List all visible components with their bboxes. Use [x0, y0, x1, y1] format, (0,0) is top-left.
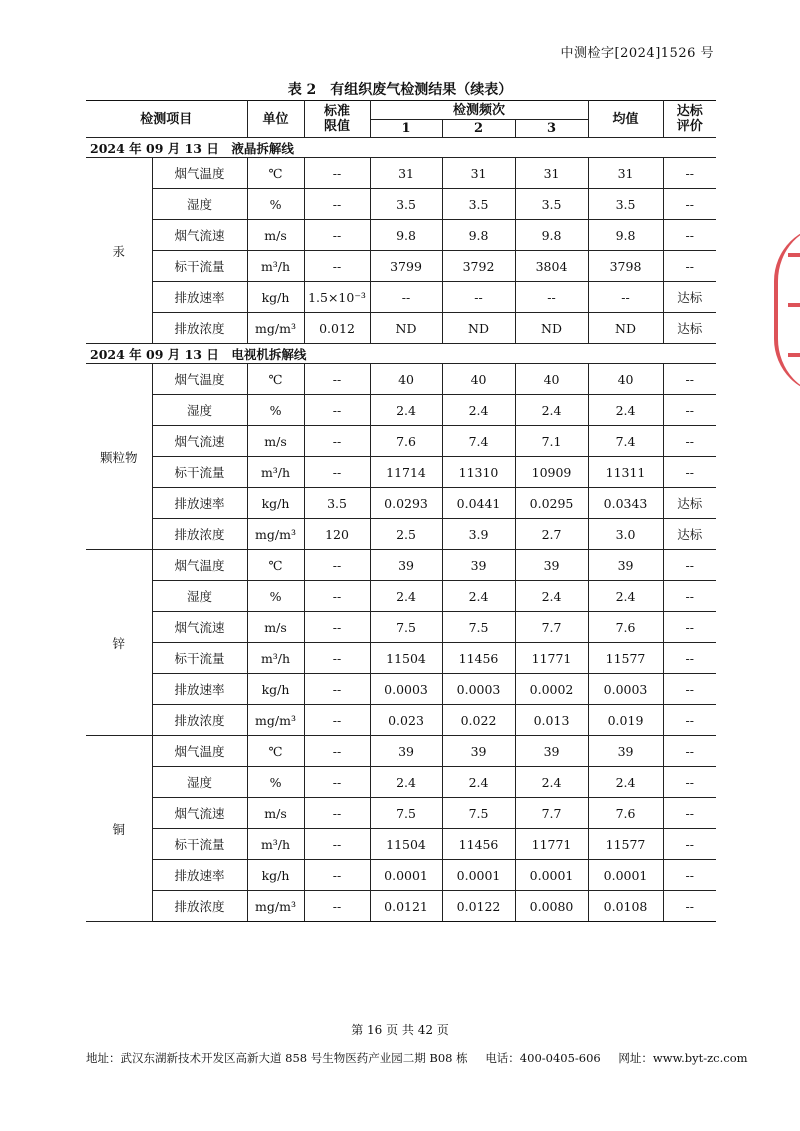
- average-cell: 0.0001: [588, 860, 663, 891]
- table-row: [86, 798, 716, 829]
- header-average: 均值: [588, 101, 663, 138]
- limit-cell: 120: [304, 519, 370, 550]
- header-item: 检测项目: [86, 101, 247, 138]
- limit-cell: --: [304, 581, 370, 612]
- run-2-cell: 7.4: [442, 426, 515, 457]
- footer-phone: 电话：400-0405-606: [485, 1051, 601, 1065]
- run-2-cell: 2.4: [442, 581, 515, 612]
- parameter-cell: 湿度: [152, 395, 247, 426]
- run-2-cell: 2.4: [442, 395, 515, 426]
- run-3-cell: 0.013: [515, 705, 588, 736]
- parameter-cell: 标干流量: [152, 643, 247, 674]
- table-row: [86, 612, 716, 643]
- table-row: [86, 158, 716, 189]
- table-title: 表 2 有组织废气检测结果（续表）: [287, 82, 513, 98]
- run-2-cell: 2.4: [442, 767, 515, 798]
- run-1-cell: 40: [370, 364, 442, 395]
- unit-cell: m/s: [247, 220, 304, 251]
- run-1-cell: 2.4: [370, 581, 442, 612]
- footer-website: 网址：www.byt-zc.com: [618, 1051, 748, 1065]
- unit-cell: %: [247, 189, 304, 220]
- average-cell: --: [588, 282, 663, 313]
- section-title: 2024 年 09 月 13 日 液晶拆解线: [86, 138, 716, 158]
- unit-cell: m³/h: [247, 457, 304, 488]
- unit-cell: ℃: [247, 736, 304, 767]
- parameter-cell: 排放速率: [152, 488, 247, 519]
- evaluation-cell: --: [663, 860, 716, 891]
- unit-cell: ℃: [247, 550, 304, 581]
- average-cell: 3798: [588, 251, 663, 282]
- limit-cell: --: [304, 364, 370, 395]
- run-1-cell: 3.5: [370, 189, 442, 220]
- run-3-cell: 7.7: [515, 798, 588, 829]
- limit-cell: --: [304, 220, 370, 251]
- table-row: [86, 674, 716, 705]
- run-2-cell: --: [442, 282, 515, 313]
- parameter-cell: 烟气流速: [152, 426, 247, 457]
- evaluation-cell: --: [663, 891, 716, 922]
- limit-cell: --: [304, 736, 370, 767]
- evaluation-cell: 达标: [663, 519, 716, 550]
- limit-cell: --: [304, 643, 370, 674]
- run-3-cell: 31: [515, 158, 588, 189]
- run-3-cell: ND: [515, 313, 588, 344]
- limit-cell: --: [304, 891, 370, 922]
- parameter-cell: 湿度: [152, 189, 247, 220]
- run-3-cell: 0.0295: [515, 488, 588, 519]
- run-2-cell: 40: [442, 364, 515, 395]
- unit-cell: mg/m³: [247, 519, 304, 550]
- header-frequency-1: 1: [370, 120, 442, 138]
- unit-cell: m³/h: [247, 829, 304, 860]
- limit-cell: 0.012: [304, 313, 370, 344]
- run-3-cell: 0.0002: [515, 674, 588, 705]
- run-2-cell: ND: [442, 313, 515, 344]
- run-3-cell: 39: [515, 736, 588, 767]
- parameter-cell: 排放速率: [152, 674, 247, 705]
- run-2-cell: 0.0003: [442, 674, 515, 705]
- evaluation-cell: 达标: [663, 313, 716, 344]
- table-row: [86, 364, 716, 395]
- parameter-cell: 标干流量: [152, 251, 247, 282]
- limit-cell: --: [304, 705, 370, 736]
- run-3-cell: 2.7: [515, 519, 588, 550]
- table-row: [86, 395, 716, 426]
- average-cell: 7.4: [588, 426, 663, 457]
- unit-cell: kg/h: [247, 674, 304, 705]
- unit-cell: m³/h: [247, 643, 304, 674]
- run-1-cell: 2.5: [370, 519, 442, 550]
- evaluation-cell: --: [663, 705, 716, 736]
- unit-cell: mg/m³: [247, 705, 304, 736]
- run-1-cell: --: [370, 282, 442, 313]
- table-row: [86, 891, 716, 922]
- parameter-cell: 烟气流速: [152, 612, 247, 643]
- run-1-cell: 2.4: [370, 767, 442, 798]
- table-row: [86, 313, 716, 344]
- unit-cell: mg/m³: [247, 891, 304, 922]
- table-row: [86, 282, 716, 313]
- limit-cell: --: [304, 829, 370, 860]
- limit-cell: --: [304, 612, 370, 643]
- evaluation-cell: 达标: [663, 488, 716, 519]
- table-row: [86, 829, 716, 860]
- run-1-cell: 0.0121: [370, 891, 442, 922]
- average-cell: 31: [588, 158, 663, 189]
- evaluation-cell: --: [663, 736, 716, 767]
- section-row: [86, 138, 716, 158]
- run-2-cell: 7.5: [442, 798, 515, 829]
- run-1-cell: 0.0293: [370, 488, 442, 519]
- table-row: [86, 705, 716, 736]
- run-2-cell: 39: [442, 550, 515, 581]
- average-cell: 11311: [588, 457, 663, 488]
- unit-cell: ℃: [247, 364, 304, 395]
- unit-cell: m³/h: [247, 251, 304, 282]
- average-cell: 39: [588, 550, 663, 581]
- evaluation-cell: 达标: [663, 282, 716, 313]
- limit-cell: --: [304, 860, 370, 891]
- unit-cell: %: [247, 767, 304, 798]
- run-1-cell: 11504: [370, 829, 442, 860]
- pollutant-cell: 汞: [86, 158, 152, 344]
- evaluation-cell: --: [663, 220, 716, 251]
- parameter-cell: 湿度: [152, 581, 247, 612]
- header-evaluation: 达标 评价: [663, 101, 716, 138]
- header-unit: 单位: [247, 101, 304, 138]
- run-1-cell: 2.4: [370, 395, 442, 426]
- run-1-cell: 39: [370, 736, 442, 767]
- run-2-cell: 3.5: [442, 189, 515, 220]
- limit-cell: --: [304, 798, 370, 829]
- limit-cell: --: [304, 251, 370, 282]
- run-2-cell: 7.5: [442, 612, 515, 643]
- header-frequency-3: 3: [515, 120, 588, 138]
- table-row: [86, 426, 716, 457]
- average-cell: 7.6: [588, 798, 663, 829]
- run-3-cell: 0.0080: [515, 891, 588, 922]
- evaluation-cell: --: [663, 612, 716, 643]
- average-cell: 40: [588, 364, 663, 395]
- limit-cell: --: [304, 395, 370, 426]
- table-row: [86, 860, 716, 891]
- page-number: 第 16 页 共 42 页: [351, 1023, 449, 1037]
- run-3-cell: 3.5: [515, 189, 588, 220]
- run-2-cell: 0.0122: [442, 891, 515, 922]
- evaluation-cell: --: [663, 550, 716, 581]
- evaluation-cell: --: [663, 364, 716, 395]
- run-2-cell: 31: [442, 158, 515, 189]
- table-row: [86, 519, 716, 550]
- run-1-cell: ND: [370, 313, 442, 344]
- header-frequency: 检测频次: [370, 101, 588, 120]
- limit-cell: --: [304, 674, 370, 705]
- run-2-cell: 39: [442, 736, 515, 767]
- run-3-cell: 7.7: [515, 612, 588, 643]
- run-1-cell: 7.5: [370, 798, 442, 829]
- unit-cell: mg/m³: [247, 313, 304, 344]
- run-2-cell: 0.022: [442, 705, 515, 736]
- average-cell: 0.019: [588, 705, 663, 736]
- average-cell: 39: [588, 736, 663, 767]
- limit-cell: --: [304, 550, 370, 581]
- evaluation-cell: --: [663, 674, 716, 705]
- header-frequency-2: 2: [442, 120, 515, 138]
- section-title: 2024 年 09 月 13 日 电视机拆解线: [86, 344, 716, 364]
- evaluation-cell: --: [663, 829, 716, 860]
- table-body: [86, 138, 716, 922]
- run-3-cell: 11771: [515, 643, 588, 674]
- average-cell: 9.8: [588, 220, 663, 251]
- limit-cell: --: [304, 426, 370, 457]
- limit-cell: --: [304, 158, 370, 189]
- run-3-cell: 9.8: [515, 220, 588, 251]
- table-row: [86, 581, 716, 612]
- run-3-cell: 7.1: [515, 426, 588, 457]
- unit-cell: m/s: [247, 426, 304, 457]
- parameter-cell: 标干流量: [152, 457, 247, 488]
- evaluation-cell: --: [663, 643, 716, 674]
- parameter-cell: 排放浓度: [152, 313, 247, 344]
- run-1-cell: 3799: [370, 251, 442, 282]
- parameter-cell: 排放速率: [152, 860, 247, 891]
- run-3-cell: 11771: [515, 829, 588, 860]
- header-limit: 标准 限值: [304, 101, 370, 138]
- evaluation-cell: --: [663, 581, 716, 612]
- table-row: [86, 457, 716, 488]
- limit-cell: 3.5: [304, 488, 370, 519]
- run-2-cell: 11310: [442, 457, 515, 488]
- run-3-cell: 10909: [515, 457, 588, 488]
- parameter-cell: 排放浓度: [152, 705, 247, 736]
- footer-address: 地址：武汉东湖新技术开发区高新大道 858 号生物医药产业园二期 B08 栋: [86, 1051, 468, 1065]
- evaluation-cell: --: [663, 426, 716, 457]
- unit-cell: kg/h: [247, 282, 304, 313]
- average-cell: 11577: [588, 643, 663, 674]
- evaluation-cell: --: [663, 457, 716, 488]
- parameter-cell: 烟气流速: [152, 798, 247, 829]
- evaluation-cell: --: [663, 189, 716, 220]
- average-cell: ND: [588, 313, 663, 344]
- table-row: [86, 189, 716, 220]
- table-row: [86, 643, 716, 674]
- parameter-cell: 烟气温度: [152, 550, 247, 581]
- parameter-cell: 排放速率: [152, 282, 247, 313]
- unit-cell: m/s: [247, 612, 304, 643]
- parameter-cell: 烟气流速: [152, 220, 247, 251]
- run-3-cell: 40: [515, 364, 588, 395]
- evaluation-cell: --: [663, 395, 716, 426]
- run-1-cell: 0.0001: [370, 860, 442, 891]
- evaluation-cell: --: [663, 798, 716, 829]
- unit-cell: %: [247, 581, 304, 612]
- average-cell: 0.0108: [588, 891, 663, 922]
- run-1-cell: 9.8: [370, 220, 442, 251]
- evaluation-cell: --: [663, 251, 716, 282]
- run-1-cell: 7.6: [370, 426, 442, 457]
- average-cell: 2.4: [588, 581, 663, 612]
- parameter-cell: 烟气温度: [152, 364, 247, 395]
- unit-cell: ℃: [247, 158, 304, 189]
- table-row: [86, 767, 716, 798]
- run-3-cell: 3804: [515, 251, 588, 282]
- run-1-cell: 39: [370, 550, 442, 581]
- table-row: [86, 251, 716, 282]
- section-row: [86, 344, 716, 364]
- limit-cell: --: [304, 189, 370, 220]
- report-number: 中测检字[2024]1526 号: [560, 46, 714, 61]
- run-2-cell: 3.9: [442, 519, 515, 550]
- run-2-cell: 0.0441: [442, 488, 515, 519]
- parameter-cell: 排放浓度: [152, 519, 247, 550]
- run-3-cell: 2.4: [515, 395, 588, 426]
- average-cell: 7.6: [588, 612, 663, 643]
- run-1-cell: 0.023: [370, 705, 442, 736]
- average-cell: 3.0: [588, 519, 663, 550]
- average-cell: 0.0003: [588, 674, 663, 705]
- footer-contact: [86, 1050, 748, 1066]
- parameter-cell: 烟气温度: [152, 736, 247, 767]
- run-1-cell: 0.0003: [370, 674, 442, 705]
- run-3-cell: 2.4: [515, 581, 588, 612]
- run-2-cell: 0.0001: [442, 860, 515, 891]
- evaluation-cell: --: [663, 767, 716, 798]
- table-row: [86, 736, 716, 767]
- unit-cell: %: [247, 395, 304, 426]
- table-row: [86, 220, 716, 251]
- parameter-cell: 湿度: [152, 767, 247, 798]
- seal-stamp-edge: [774, 225, 800, 395]
- run-2-cell: 11456: [442, 643, 515, 674]
- run-2-cell: 3792: [442, 251, 515, 282]
- average-cell: 3.5: [588, 189, 663, 220]
- pollutant-cell: 颗粒物: [86, 364, 152, 550]
- parameter-cell: 排放浓度: [152, 891, 247, 922]
- run-1-cell: 7.5: [370, 612, 442, 643]
- pollutant-cell: 铜: [86, 736, 152, 922]
- average-cell: 0.0343: [588, 488, 663, 519]
- run-3-cell: 2.4: [515, 767, 588, 798]
- limit-cell: --: [304, 457, 370, 488]
- unit-cell: kg/h: [247, 860, 304, 891]
- average-cell: 11577: [588, 829, 663, 860]
- evaluation-cell: --: [663, 158, 716, 189]
- table-row: [86, 488, 716, 519]
- run-1-cell: 11714: [370, 457, 442, 488]
- run-2-cell: 9.8: [442, 220, 515, 251]
- unit-cell: m/s: [247, 798, 304, 829]
- parameter-cell: 标干流量: [152, 829, 247, 860]
- run-3-cell: 0.0001: [515, 860, 588, 891]
- run-3-cell: --: [515, 282, 588, 313]
- run-1-cell: 31: [370, 158, 442, 189]
- limit-cell: 1.5×10⁻³: [304, 282, 370, 313]
- pollutant-cell: 锌: [86, 550, 152, 736]
- table-row: [86, 550, 716, 581]
- limit-cell: --: [304, 767, 370, 798]
- run-3-cell: 39: [515, 550, 588, 581]
- parameter-cell: 烟气温度: [152, 158, 247, 189]
- run-1-cell: 11504: [370, 643, 442, 674]
- average-cell: 2.4: [588, 767, 663, 798]
- results-table: [86, 100, 716, 922]
- run-2-cell: 11456: [442, 829, 515, 860]
- average-cell: 2.4: [588, 395, 663, 426]
- unit-cell: kg/h: [247, 488, 304, 519]
